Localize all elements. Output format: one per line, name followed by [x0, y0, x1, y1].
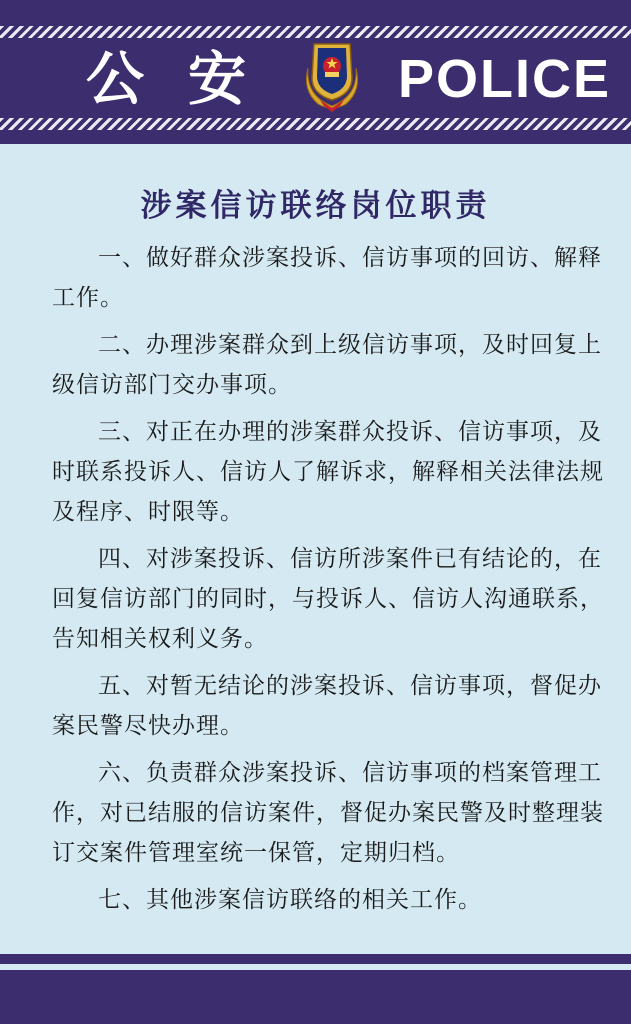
page-title: 涉案信访联络岗位职责	[140, 188, 491, 224]
header-police-text: POLICE	[398, 49, 612, 109]
document-body	[0, 144, 631, 954]
duty-item-2: 二、办理涉案群众到上级信访事项，及时回复上级信访部门交办事项。	[52, 332, 602, 398]
police-emblem-icon	[300, 38, 364, 114]
duty-item-3: 三、对正在办理的涉案群众投诉、信访事项，及时联系投诉人、信访人了解诉求，解释相关法律法规及程序、时限等。	[52, 419, 604, 525]
header-banner	[0, 0, 631, 144]
duty-item-5: 五、对暂无结论的涉案投诉、信访事项，督促办案民警尽快办理。	[52, 673, 602, 739]
duty-item-6: 六、负责群众涉案投诉、信访事项的档案管理工作，对已结服的信访案件，督促办案民警及时整理装订交案件管理室统一保管，定期归档。	[52, 760, 604, 866]
footer-stripe-bottom	[0, 970, 631, 1024]
header-cn-char-1: 公	[86, 45, 145, 113]
footer-stripe-top	[0, 954, 631, 964]
duty-list	[52, 238, 612, 927]
decorative-braid-top	[0, 26, 631, 38]
duty-item-1: 一、做好群众涉案投诉、信访事项的回访、解释工作。	[52, 245, 602, 311]
duty-item-4: 四、对涉案投诉、信访所涉案件已有结论的，在回复信访部门的同时，与投诉人、信访人沟通联系，告知相关权利义务。	[52, 546, 604, 652]
header-cn-char-2: 安	[188, 45, 247, 113]
duty-item-7: 七、其他涉案信访联络的相关工作。	[98, 887, 482, 913]
decorative-braid-bottom	[0, 118, 631, 130]
